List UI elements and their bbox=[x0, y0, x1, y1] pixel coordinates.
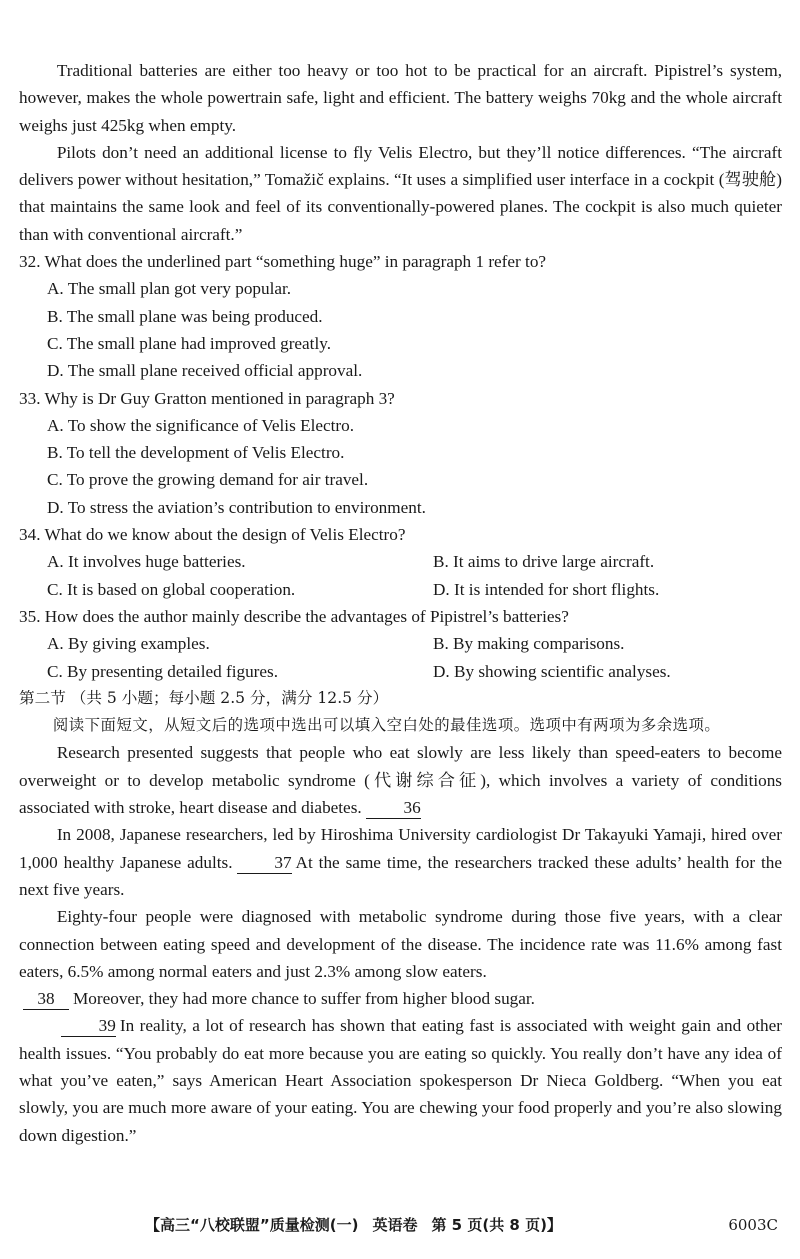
option-d: D. To stress the aviation’s contribution to environment. bbox=[47, 497, 426, 517]
page-footer bbox=[0, 1208, 800, 1238]
option-c: C. By presenting detailed figures. bbox=[47, 661, 279, 681]
passage-paragraph-1 bbox=[19, 739, 782, 821]
blank-36: 36 bbox=[366, 798, 421, 819]
passage-text: Research presented suggests that people who eat slowly are less likely than speed-eaters to become overweight or to develop metabolic syndrome (代谢综合征), which involves a variety of conditions associated with stroke, heart disease and diabetes. bbox=[19, 743, 782, 818]
section-instruction: 阅读下面短文，从短文后的选项中选出可以填入空白处的最佳选项。选项中有两项为多余选项。 bbox=[52, 716, 721, 735]
option-d: D. It is intended for short flights. bbox=[433, 579, 660, 599]
blank-37: 37 bbox=[237, 853, 292, 874]
page-number: 第 5 页(共 8 页)】 bbox=[431, 1216, 562, 1234]
blank-39: 39 bbox=[61, 1016, 116, 1037]
passage-paragraph-3-cont bbox=[19, 985, 782, 1012]
paper-code: 6003C bbox=[728, 1216, 778, 1234]
passage-paragraph-3 bbox=[19, 903, 782, 985]
question-stem: 34. What do we know about the design of Velis Electro? bbox=[19, 525, 406, 545]
option-b: B. The small plane was being produced. bbox=[47, 306, 323, 326]
question-33 bbox=[19, 385, 782, 521]
option-c: C. To prove the growing demand for air travel. bbox=[47, 470, 369, 490]
question-34 bbox=[19, 521, 782, 603]
question-stem: 32. What does the underlined part “something huge” in paragraph 1 refer to? bbox=[19, 252, 547, 272]
option-a: A. To show the significance of Velis Electro. bbox=[47, 415, 354, 435]
option-c: C. The small plane had improved greatly. bbox=[47, 333, 331, 353]
question-35 bbox=[19, 603, 782, 685]
passage-text: In reality, a lot of research has shown that eating fast is associated with weight gain and other health issues. “You probably do eat more because you are eating so quickly. You really don’t have any idea of what you’ve eaten,” says American Heart Association spokesperson Dr Nieca Goldberg. “When you eat slowly, you are much more aware of your eating. You are chewing your food properly and you’re also slowing down digestion.” bbox=[19, 1016, 782, 1145]
subject-label: 英语卷 bbox=[372, 1216, 418, 1234]
option-c: C. It is based on global cooperation. bbox=[47, 579, 296, 599]
passage-text: At the same time, the researchers tracked these adults’ health for the next five years. bbox=[19, 852, 782, 899]
passage-paragraph-2 bbox=[19, 821, 782, 903]
option-b: B. To tell the development of Velis Electro. bbox=[47, 443, 345, 463]
question-stem: 35. How does the author mainly describe the advantages of Pipistrel’s batteries? bbox=[19, 606, 569, 626]
passage-text: In 2008, Japanese researchers, led by Hiroshima University cardiologist Dr Takayuki Yamaji, hired over 1,000 healthy Japanese adults. bbox=[19, 825, 782, 872]
section-heading: 第二节 （共 5 小题；每小题 2.5 分，满分 12.5 分） bbox=[19, 688, 389, 707]
passage-paragraph-4 bbox=[19, 1012, 782, 1148]
question-32 bbox=[19, 248, 782, 384]
footer-title bbox=[145, 1212, 562, 1239]
passage-text: Moreover, they had more chance to suffer from higher blood sugar. bbox=[73, 989, 535, 1009]
option-b: B. By making comparisons. bbox=[433, 634, 625, 654]
option-a: A. It involves huge batteries. bbox=[47, 552, 246, 572]
passage-text: Eighty-four people were diagnosed with metabolic syndrome during those five years, with a clear connection between eating speed and development of the disease. The incidence rate was 11.6% among fast eaters, 6.5% among normal eaters and just 2.3% among slow eaters. bbox=[19, 907, 782, 981]
blank-38: 38 bbox=[23, 989, 69, 1010]
question-stem: 33. Why is Dr Guy Gratton mentioned in paragraph 3? bbox=[19, 388, 395, 408]
paragraph-pilots: Pilots don’t need an additional license to fly Velis Electro, but they’ll notice differences. “The aircraft delivers power without hesitation,” Tomažič explains. “It uses a simplified user interface in a cockpit (驾驶舱) that maintains the same look and feel of its conventionally-powered planes. The cockpit is also much quieter than with conventional aircraft.” bbox=[19, 142, 782, 244]
option-b: B. It aims to drive large aircraft. bbox=[433, 552, 655, 572]
option-d: D. By showing scientific analyses. bbox=[433, 661, 671, 681]
option-d: D. The small plane received official approval. bbox=[47, 361, 363, 381]
exam-name: 【高三“八校联盟”质量检测(一) bbox=[145, 1216, 359, 1234]
paragraph-batteries: Traditional batteries are either too heavy or too hot to be practical for an aircraft. Pipistrel’s system, however, makes the whole powertrain safe, light and efficient. The battery weighs 70kg and the whole aircraft weighs just 425kg when empty. bbox=[19, 61, 782, 135]
option-a: A. By giving examples. bbox=[47, 634, 210, 654]
option-a: A. The small plan got very popular. bbox=[47, 279, 292, 299]
